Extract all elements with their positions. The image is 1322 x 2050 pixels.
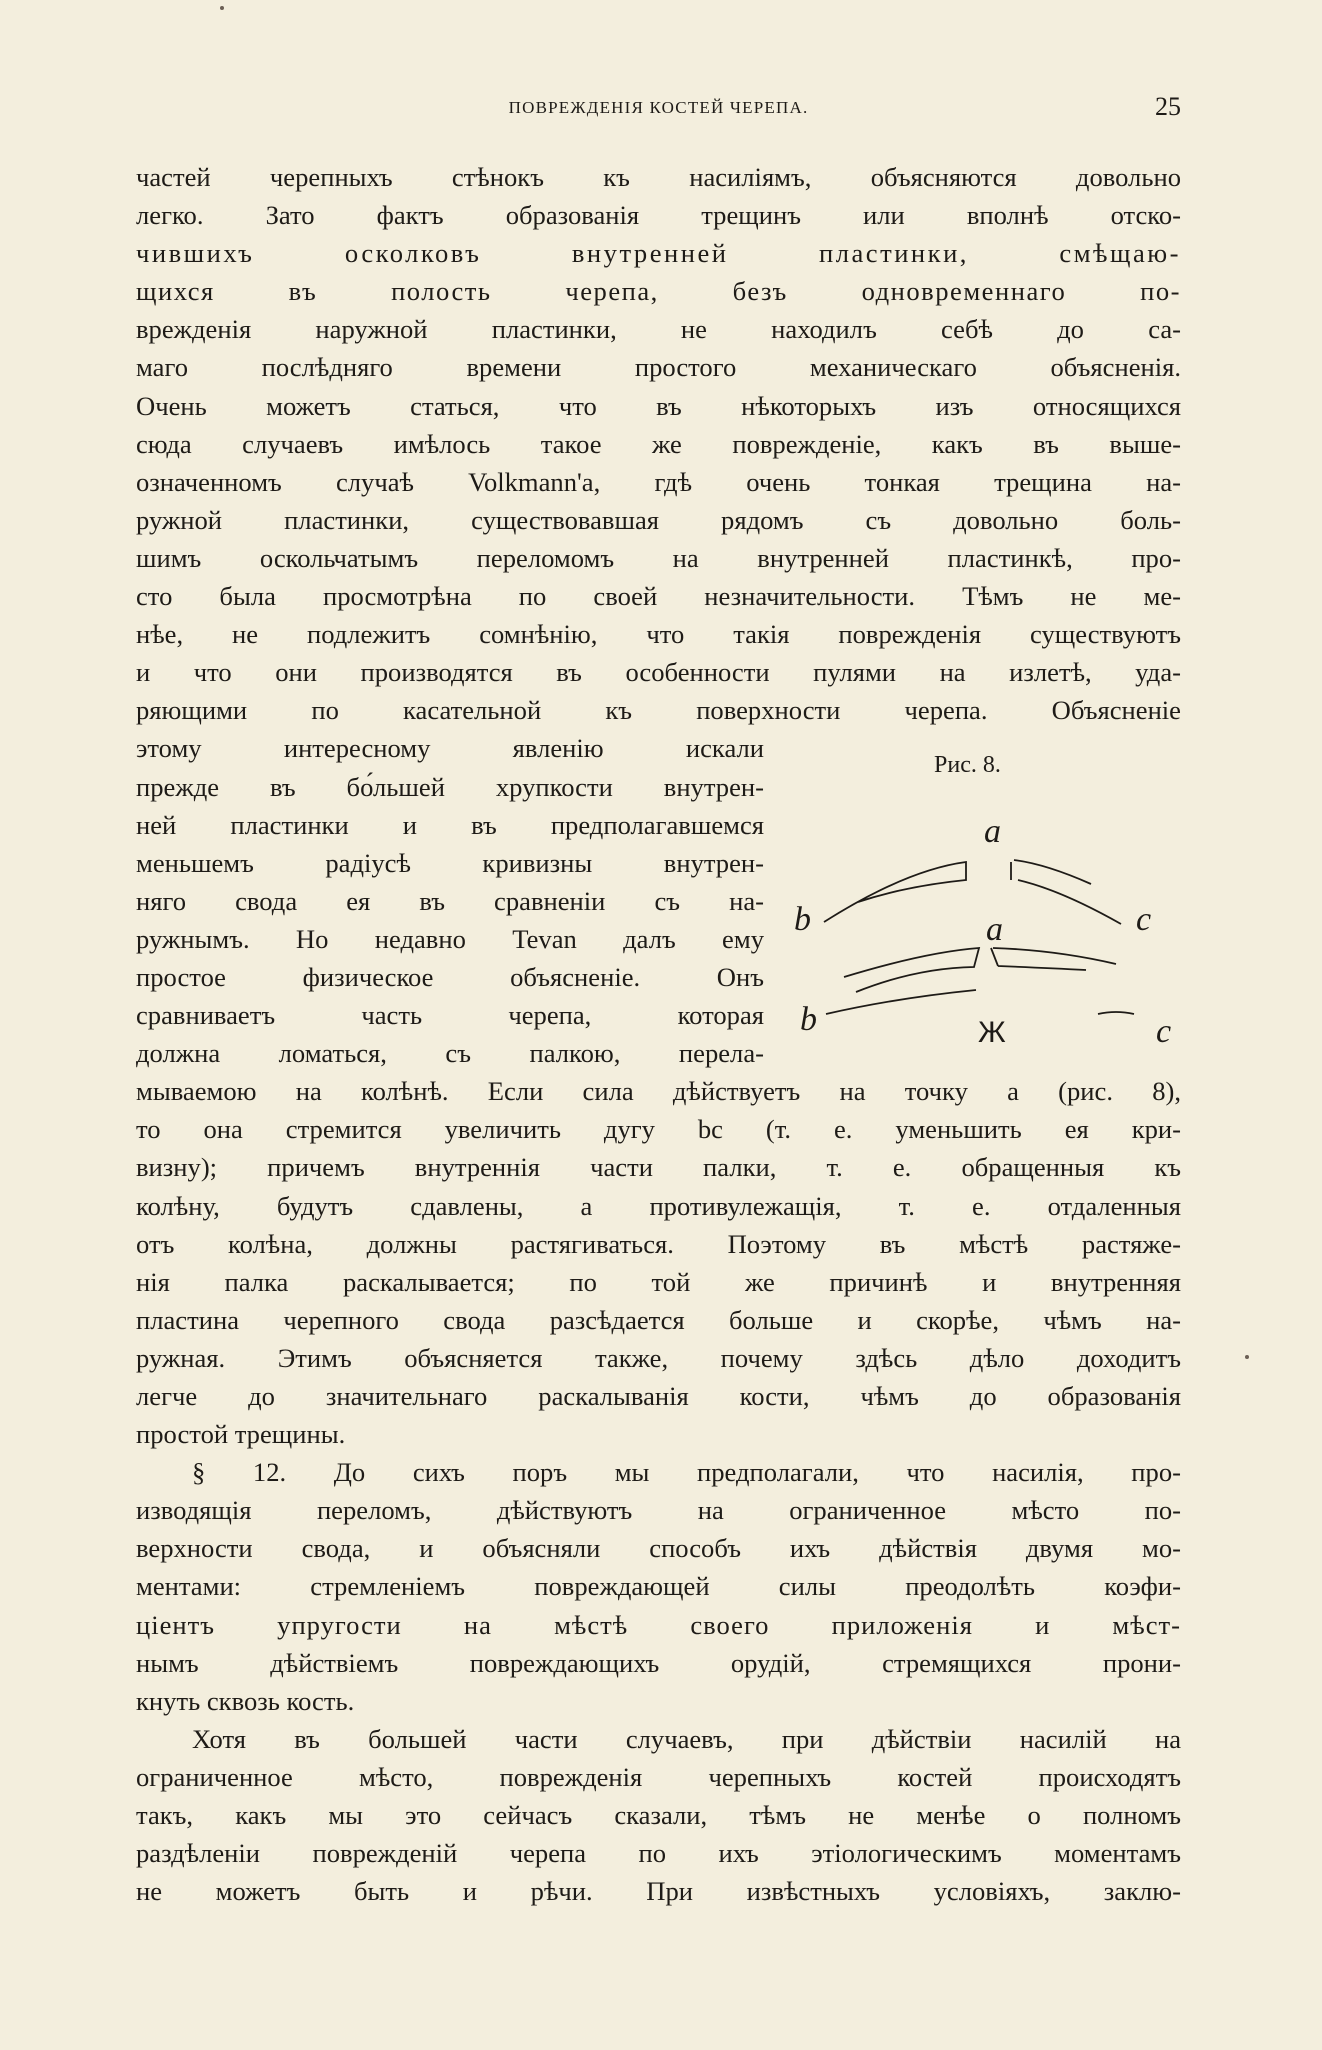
text-line: визну); причемъ внутреннія части палки, т. е. обращенныя къ <box>136 1152 1181 1183</box>
text-line: сто была просмотрѣна по своей незначительности. Тѣмъ не ме- <box>136 581 1181 612</box>
text-line: пластина черепного свода разсѣдается больше и скорѣе, чѣмъ на- <box>136 1304 1181 1335</box>
text-line: такъ, какъ мы это сейчасъ сказали, тѣмъ не менѣе о полномъ <box>136 1800 1181 1831</box>
label-a-bottom: a <box>986 911 1003 948</box>
print-speck <box>1245 1355 1249 1359</box>
bone-fracture-diagram <box>786 752 1186 1052</box>
text-line: маго послѣдняго времени простого механическаго объясненія. <box>136 352 1181 383</box>
label-b-bottom: b <box>800 1001 817 1038</box>
print-speck <box>220 6 224 10</box>
text-line: сравниваетъ часть черепа, которая <box>136 1000 764 1031</box>
upper-right-fragment <box>1011 860 1121 924</box>
text-line: ружнымъ. Но недавно Tevan далъ ему <box>136 923 764 954</box>
figure-8 <box>786 752 1186 1052</box>
text-line: няго свода ея въ сравненіи съ на- <box>136 885 764 916</box>
text-line: ментами: стремленіемъ повреждающей силы преодолѣть коэфи- <box>136 1571 1181 1602</box>
text-line: ружной пластинки, существовавшая рядомъ съ довольно боль- <box>136 504 1181 535</box>
running-title: ПОВРЕЖДЕНІЯ КОСТЕЙ ЧЕРЕПА. <box>508 98 809 117</box>
text-line: изводящія переломъ, дѣйствуютъ на ограниченное мѣсто по- <box>136 1495 1181 1526</box>
upper-left-fragment <box>824 862 966 922</box>
text-line: не можетъ быть и рѣчи. При извѣстныхъ условіяхъ, заклю- <box>136 1876 1181 1907</box>
text-line: шимъ оскольчатымъ переломомъ на внутренней пластинкѣ, про- <box>136 542 1181 573</box>
page-number: 25 <box>1155 92 1181 121</box>
text-line: врежденія наружной пластинки, не находилъ себѣ до са- <box>136 314 1181 345</box>
text-line: частей черепныхъ стѣнокъ къ насиліямъ, объясняются довольно <box>136 162 1181 192</box>
text-line: то она стремится увеличить дугу bc (т. е. уменьшить ея кри- <box>136 1114 1181 1145</box>
text-line: колѣну, будутъ сдавлены, а противулежащія, т. е. отдаленныя <box>136 1190 1181 1221</box>
label-b-top: b <box>794 901 811 938</box>
text-line: щихся въ полость черепа, безъ одновременнаго по- <box>136 276 1181 307</box>
text-line: ограниченное мѣсто, поврежденія черепныхъ костей происходятъ <box>136 1761 1181 1792</box>
text-line: кнуть сквозь кость. <box>136 1685 355 1716</box>
text-line: означенномъ случаѣ Volkmann'a, гдѣ очень тонкая трещина на- <box>136 466 1181 497</box>
text-line: простое физическое объясненіе. Онъ <box>136 961 764 992</box>
lower-right-fragment <box>991 948 1134 1014</box>
text-line: легко. Зато фактъ образованія трещинъ или вполнѣ отско- <box>136 200 1181 231</box>
text-line: ряющими по касательной къ поверхности черепа. Объясненіе <box>136 695 1181 726</box>
text-line: и что они производятся въ особенности пулями на излетѣ, уда- <box>136 657 1181 688</box>
label-c-top: c <box>1136 901 1152 938</box>
label-c-bottom: c <box>1156 1013 1172 1050</box>
text-line: чившихъ осколковъ внутренней пластинки, смѣщаю- <box>136 238 1181 269</box>
text-line: верхности свода, и объясняли способъ ихъ дѣйствія двумя мо- <box>136 1533 1181 1564</box>
text-line: меньшемъ радіусѣ кривизны внутрен- <box>136 847 764 878</box>
page-header <box>136 94 1181 124</box>
label-a-top: a <box>984 813 1001 850</box>
lower-left-fragment <box>826 948 979 1014</box>
text-line: легче до значительнаго раскалыванія кости, чѣмъ до образованія <box>136 1381 1181 1411</box>
text-line: нѣе, не подлежитъ сомнѣнію, что такія поврежденія существуютъ <box>136 619 1181 650</box>
label-mark: Ж <box>978 1016 1006 1049</box>
text-line: мываемою на колѣнѣ. Если сила дѣйствуетъ на точку a (рис. 8), <box>136 1076 1181 1107</box>
text-line: раздѣленіи поврежденій черепа по ихъ этіологическимъ моментамъ <box>136 1838 1181 1869</box>
text-line: отъ колѣна, должны растягиваться. Поэтому въ мѣстѣ растяже- <box>136 1228 1181 1259</box>
text-line: ней пластинки и въ предполагавшемся <box>136 809 764 840</box>
text-line: нымъ дѣйствіемъ повреждающихъ орудій, стремящихся прони- <box>136 1647 1181 1678</box>
text-line: прежде въ бо́льшей хрупкости внутрен- <box>136 771 764 802</box>
text-line: ціентъ упругости на мѣстѣ своего приложенія и мѣст- <box>136 1609 1181 1640</box>
text-line: § 12. До сихъ поръ мы предполагали, что насилія, про- <box>192 1457 1181 1488</box>
text-line: нія палка раскалывается; по той же причинѣ и внутренняя <box>136 1266 1181 1297</box>
text-line: простой трещины. <box>136 1419 346 1450</box>
text-line: сюда случаевъ имѣлось такое же поврежденіе, какъ въ выше- <box>136 428 1181 459</box>
text-line: этому интересному явленію искали <box>136 733 764 764</box>
text-line: ружная. Этимъ объясняется также, почему здѣсь дѣло доходитъ <box>136 1342 1181 1373</box>
text-line: Хотя въ большей части случаевъ, при дѣйствіи насилій на <box>192 1723 1181 1754</box>
text-line: Очень можетъ статься, что въ нѣкоторыхъ изъ относящихся <box>136 390 1181 421</box>
text-line: должна ломаться, съ палкою, перела- <box>136 1038 764 1069</box>
figure-caption: Рис. 8. <box>934 752 1001 778</box>
